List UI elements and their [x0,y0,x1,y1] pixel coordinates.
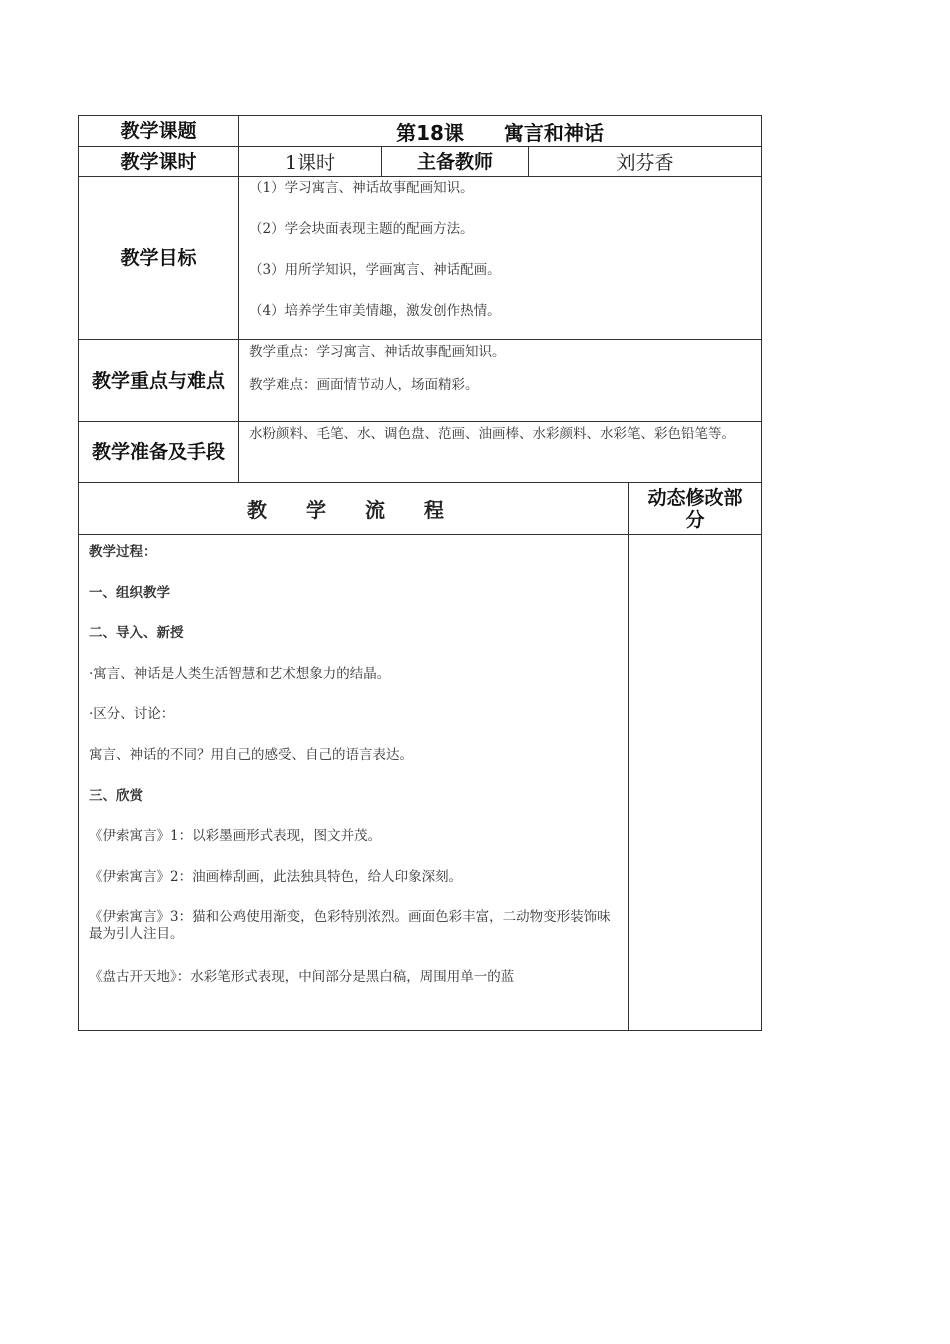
objective-item: （2）学会块面表现主题的配画方法。 [249,221,474,237]
lesson-title: 寓言和神话 [503,120,604,145]
lesson-title-cell [239,116,761,146]
process-line: 教学过程： [89,544,157,560]
process-line: 《盘古开天地》：水彩笔形式表现，中间部分是黑白稿，周围用单一的蓝 [89,969,515,985]
flow-heading: 教 学 流 程 [247,498,460,522]
key-points-label: 教学重点与难点 [91,369,225,392]
process-line: 一、组织教学 [89,585,170,601]
objective-item: （4）培养学生审美情趣，激发创作热情。 [249,303,501,319]
process-line: ·寓言、神话是人类生活智慧和艺术想象力的结晶。 [89,666,391,682]
objective-item: （3）用所学知识，学画寓言、神话配画。 [249,262,501,278]
key-points-content [249,344,749,418]
dynamic-revision-label: 动态修改部分 [647,486,743,531]
hours-value: 1课时 [284,152,336,174]
focus-text: 教学重点：学习寓言、神话故事配画知识。 [249,344,506,360]
difficulty-text: 教学难点：画面情节动人，场面精彩。 [249,377,479,393]
preparation-text: 水粉颜料、毛笔、水、调色盘、范画、油画棒、水彩颜料、水彩笔、彩色铅笔等。 [249,426,735,442]
process-line: 《伊索寓言》1：以彩墨画形式表现，图文并茂。 [89,828,382,844]
objectives-label: 教学目标 [120,247,197,269]
topic-label: 教学课题 [120,120,197,142]
teacher-label: 主备教师 [416,150,493,173]
preparation-label: 教学准备及手段 [91,441,225,463]
process-line: 《伊索寓言》2：油画棒刮画，此法独具特色，给人印象深刻。 [89,869,463,885]
teaching-process [79,535,628,1030]
objective-item: （1）学习寓言、神话故事配画知识。 [249,180,474,196]
teacher-name: 刘芬香 [616,152,674,174]
lesson-plan-table [78,115,762,1031]
lesson-number: 第18课 [396,120,464,145]
process-line: 三、欣赏 [89,788,143,804]
dynamic-revision-area [629,535,761,1030]
hours-label: 教学课时 [120,150,197,173]
objectives-list [249,180,749,336]
process-line: 二、导入、新授 [89,625,184,641]
process-line: 寓言、神话的不同？用自己的感受、自己的语言表达。 [89,747,413,763]
process-line: ·区分、讨论： [89,706,175,722]
process-line: 《伊索寓言》3：猫和公鸡使用渐变，色彩特别浓烈。画面色彩丰富，二动物变形装饰味最为引人注目。 [89,909,611,942]
